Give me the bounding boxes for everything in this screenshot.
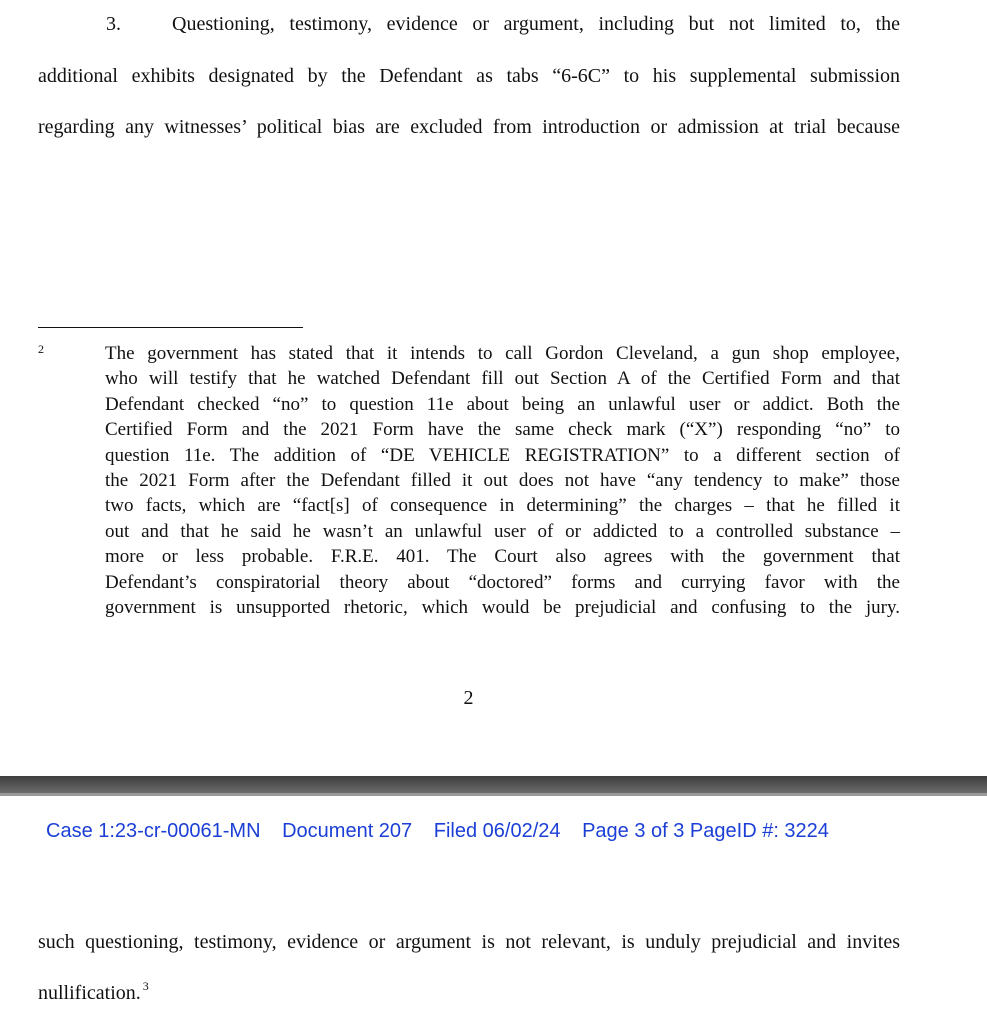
footnote-reference: 3 bbox=[142, 979, 149, 993]
paragraph-line-1: Questioning, testimony, evidence or argument, including but not limited to, the bbox=[172, 13, 900, 35]
footnote-line: government is unsupported rhetoric, which would be prejudicial and confusing to the jury. bbox=[105, 596, 900, 618]
footnote-line: Defendant’s conspiratorial theory about “doctored” forms and currying favor with the bbox=[105, 571, 900, 593]
page-id: Page 3 of 3 PageID #: 3224 bbox=[582, 820, 829, 842]
filed-date: Filed 06/02/24 bbox=[433, 820, 561, 842]
continuation-text: nullification. bbox=[38, 982, 141, 1004]
footnote-line: Certified Form and the 2021 Form have the same check mark (“X”) responding “no” to bbox=[105, 419, 900, 441]
footnote-line: who will testify that he watched Defendant fill out Section A of the Certified Form and that bbox=[105, 368, 900, 390]
filing-header bbox=[46, 820, 845, 842]
footnote-line: Defendant checked “no” to question 11e about being an unlawful user or addict. Both the bbox=[105, 393, 900, 415]
page-divider bbox=[0, 776, 987, 796]
footnote-text bbox=[105, 341, 900, 620]
paragraph-line-2: additional exhibits designated by the Defendant as tabs “6-6C” to his supplemental submission bbox=[38, 65, 900, 87]
footnote-line: The government has stated that it intends to call Gordon Cleveland, a gun shop employee, bbox=[105, 343, 900, 364]
paragraph-number: 3. bbox=[106, 13, 121, 35]
footnote-line: more or less probable. F.R.E. 401. The Court also agrees with the government that bbox=[105, 546, 900, 568]
footnote-line: two facts, which are “fact[s] of consequence in determining” the charges – that he filled it bbox=[105, 495, 900, 517]
continuation-line-1: such questioning, testimony, evidence or argument is not relevant, is unduly prejudicial and invites bbox=[38, 931, 900, 953]
paragraph-line-3: regarding any witnesses’ political bias are excluded from introduction or admission at trial because bbox=[38, 116, 900, 138]
page-number: 2 bbox=[463, 687, 474, 709]
footnote-line: out and that he said he wasn’t an unlawful user of or addicted to a controlled substance – bbox=[105, 520, 900, 542]
footnote-separator bbox=[38, 327, 303, 328]
footnote-line: question 11e. The addition of “DE VEHICLE REGISTRATION” to a different section of bbox=[105, 444, 900, 466]
footnote-marker: 2 bbox=[38, 342, 44, 356]
document-number: Document 207 bbox=[282, 820, 413, 842]
case-number: Case 1:23-cr-00061-MN bbox=[46, 820, 261, 842]
footnote-line: the 2021 Form after the Defendant filled it out does not have “any tendency to make” those bbox=[105, 469, 900, 491]
continuation-line-2 bbox=[38, 981, 900, 1007]
